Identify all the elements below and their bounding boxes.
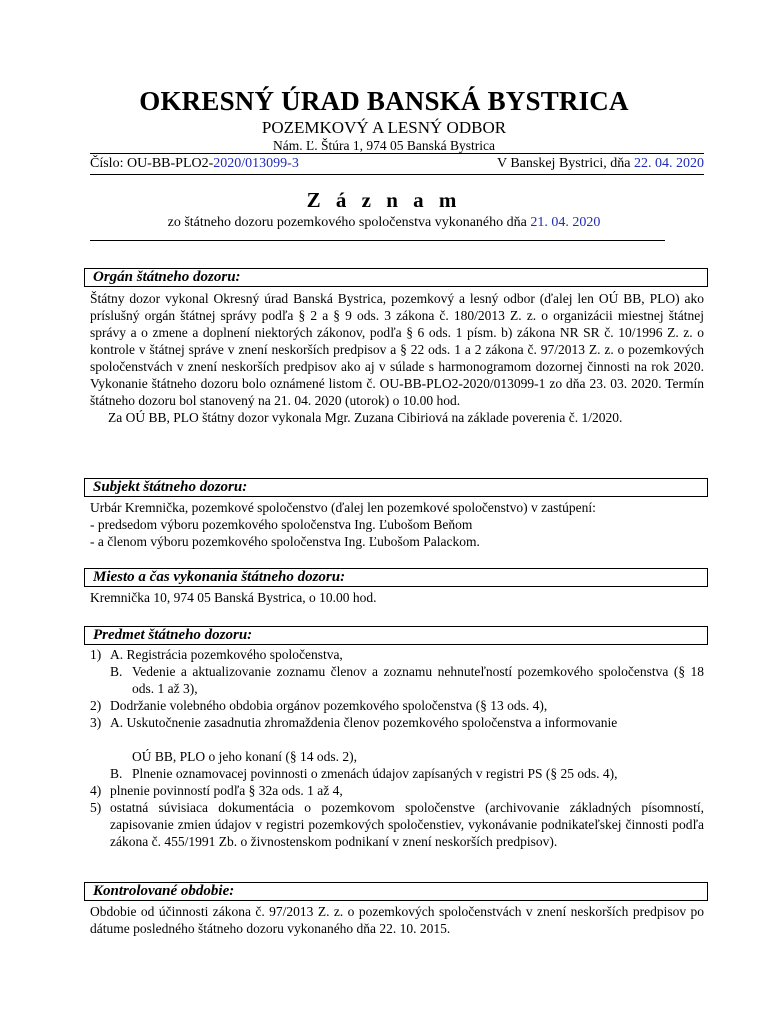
document-subtitle <box>0 215 768 231</box>
office-address: Nám. Ľ. Štúra 1, 974 05 Banská Bystrica <box>273 138 495 153</box>
list-subitem-letter: B. <box>110 664 123 679</box>
subjekt-line-2: - predsedom výboru pozemkového spoločenstva Ing. Ľubošom Beňom <box>90 517 473 532</box>
reference-number-value: 2020/013099-3 <box>213 156 299 171</box>
section-body-organ <box>90 290 704 426</box>
list-subitem-text: Plnenie oznamovacej povinnosti o zmenách údajov zapísaných v registri PS (§ 25 ods. 4), <box>132 766 618 781</box>
reference-line <box>90 156 704 172</box>
subtitle-text: zo štátneho dozoru pozemkového spoločenstva vykonaného dňa <box>167 215 531 230</box>
subtitle-divider <box>90 240 665 241</box>
reference-number <box>90 156 299 172</box>
list-item <box>90 782 704 799</box>
place-date <box>497 156 704 172</box>
list-subitem-text: Vedenie a aktualizovanie zoznamu členov a zoznamu nehnuteľností pozemkového spoločenstva (§ 18 ods. 1 až 3), <box>132 664 704 696</box>
document-date: 22. 04. 2020 <box>634 156 704 171</box>
list-subitem <box>90 765 704 782</box>
office-title: OKRESNÝ ÚRAD BANSKÁ BYSTRICA <box>139 86 629 116</box>
list-subitem-letter: B. <box>110 766 123 781</box>
header-divider-top <box>90 153 704 154</box>
obdobie-line-1: Obdobie od účinnosti zákona č. 97/2013 Z. z. o pozemkových spoločenstvách v znení neskorších predpisov po dátume posledného štátneho dozoru vykonaného dňa 22. 10. 2015. <box>90 904 704 936</box>
organ-paragraph-2: Za OÚ BB, PLO štátny dozor vykonala Mgr. Zuzana Cibiriová na základe poverenia č. 1/2020. <box>108 410 623 425</box>
section-body-miesto <box>90 589 704 606</box>
list-item-number: 3) <box>90 715 102 730</box>
section-body-obdobie <box>90 903 704 937</box>
list-item <box>90 646 704 663</box>
department-title: POZEMKOVÝ A LESNÝ ODBOR <box>261 118 507 137</box>
place-label: V Banskej Bystrici, dňa <box>496 156 634 171</box>
subjekt-line-1: Urbár Kremnička, pozemkové spoločenstvo (ďalej len pozemkové spoločenstvo) v zastúpení: <box>90 500 596 515</box>
subjekt-line-3: - a členom výboru pozemkového spoločenstva Ing. Ľubošom Palackom. <box>90 534 480 549</box>
subtitle-date: 21. 04. 2020 <box>530 215 601 230</box>
list-item-text: plnenie povinností podľa § 32a ods. 1 až 4, <box>110 783 343 798</box>
header-divider-bottom <box>90 174 704 175</box>
section-body-subjekt <box>90 499 704 550</box>
list-item-text: A. Registrácia pozemkového spoločenstva, <box>110 647 343 662</box>
list-item-continuation: OÚ BB, PLO o jeho konaní (§ 14 ods. 2), <box>132 749 357 764</box>
organ-paragraph-1: Štátny dozor vykonal Okresný úrad Banská Bystrica, pozemkový a lesný odbor (ďalej len OÚ BB, PLO) ako príslušný orgán štátnej správy podľa § 2 a § 9 ods. 3 zákona č. 180/2013 Z. z. o organizácii miestnej štátnej správy a o zmene a doplnení niektorých zákonov, podľa § 6 ods. 1 písm. b) zákona NR SR č. 10/1996 Z. z. o kontrole v štátnej správe v znení neskorších predpisov a § 22 ods. 1 a 2 zákona č. 97/2013 Z. z. o pozemkových spoločenstvách v znení neskorších predpisov ako aj v súlade s harmonogramom dozornej činnosti na rok 2020. Vykonanie štátneho dozoru bolo oznámené listom č. OU-BB-PLO2-2020/013099-1 zo dňa 23. 03. 2020. Termín štátneho dozoru bol stanovený na 21. 04. 2020 (utorok) o 10.00 hod. <box>90 291 704 408</box>
list-item-text: A. Uskutočnenie zasadnutia zhromaždenia členov pozemkového spoločenstva a informovanie <box>110 715 618 730</box>
list-item <box>90 697 704 714</box>
list-item-number: 4) <box>90 783 102 798</box>
section-heading-obdobie: Kontrolované obdobie: <box>84 882 708 901</box>
list-item-number: 1) <box>90 647 102 662</box>
list-item <box>90 714 704 731</box>
section-heading-organ: Orgán štátneho dozoru: <box>84 268 708 287</box>
section-heading-predmet: Predmet štátneho dozoru: <box>84 626 708 645</box>
list-subitem <box>90 663 704 697</box>
miesto-line-1: Kremnička 10, 974 05 Banská Bystrica, o 10.00 hod. <box>90 590 377 605</box>
reference-number-label: Číslo: OU-BB-PLO2- <box>90 156 214 171</box>
document-title: Z á z n a m <box>306 188 462 212</box>
list-item-number: 5) <box>90 800 102 815</box>
section-body-predmet <box>90 646 704 850</box>
list-item-text: ostatná súvisiaca dokumentácia o pozemkovom spoločenstve (archivovanie základných písomností, zapisovanie zmien údajov v registri pozemkových spoločenstiev, vykonávanie podnikateľskej činnosti podľa zákona č. 455/1991 Zb. o živnostenskom podnikaní v znení neskorších predpisov). <box>110 800 704 849</box>
section-heading-miesto: Miesto a čas vykonania štátneho dozoru: <box>84 568 708 587</box>
section-heading-subjekt: Subjekt štátneho dozoru: <box>84 478 708 497</box>
list-item-text: Dodržanie volebného obdobia orgánov pozemkového spoločenstva (§ 13 ods. 4), <box>110 698 548 713</box>
list-item <box>90 799 704 850</box>
list-item-number: 2) <box>90 698 102 713</box>
